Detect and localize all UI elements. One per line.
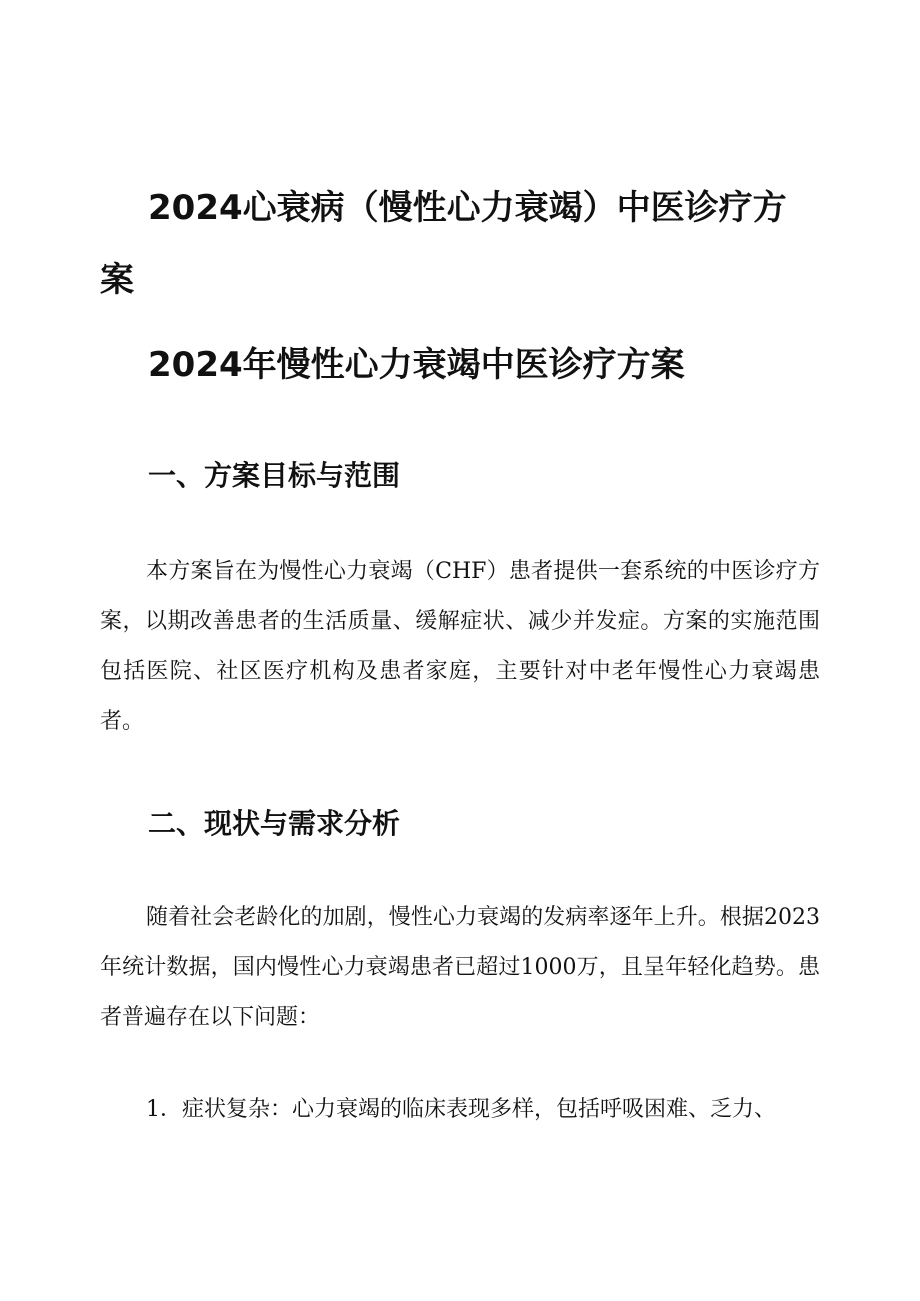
section-paragraph-analysis: 随着社会老龄化的加剧，慢性心力衰竭的发病率逐年上升。根据2023年统计数据，国内慢性心力衰竭患者已超过1000万，且呈年轻化趋势。患者普遍存在以下问题：: [100, 905, 820, 1030]
section-heading-goals: 一、方案目标与范围: [148, 459, 401, 492]
section-heading-analysis: 二、现状与需求分析: [148, 807, 401, 840]
section-paragraph-goals: 本方案旨在为慢性心力衰竭（CHF）患者提供一套系统的中医诊疗方案，以期改善患者的生活质量、缓解症状、减少并发症。方案的实施范围包括医院、社区医疗机构及患者家庭，主要针对中老年慢性心力衰竭患者。: [100, 559, 820, 734]
document-title: 2024心衰病（慢性心力衰竭）中医诊疗方案: [100, 188, 787, 300]
list-item-symptoms: 1．症状复杂：心力衰竭的临床表现多样，包括呼吸困难、乏力、: [146, 1097, 776, 1122]
document-subtitle: 2024年慢性心力衰竭中医诊疗方案: [148, 345, 685, 385]
